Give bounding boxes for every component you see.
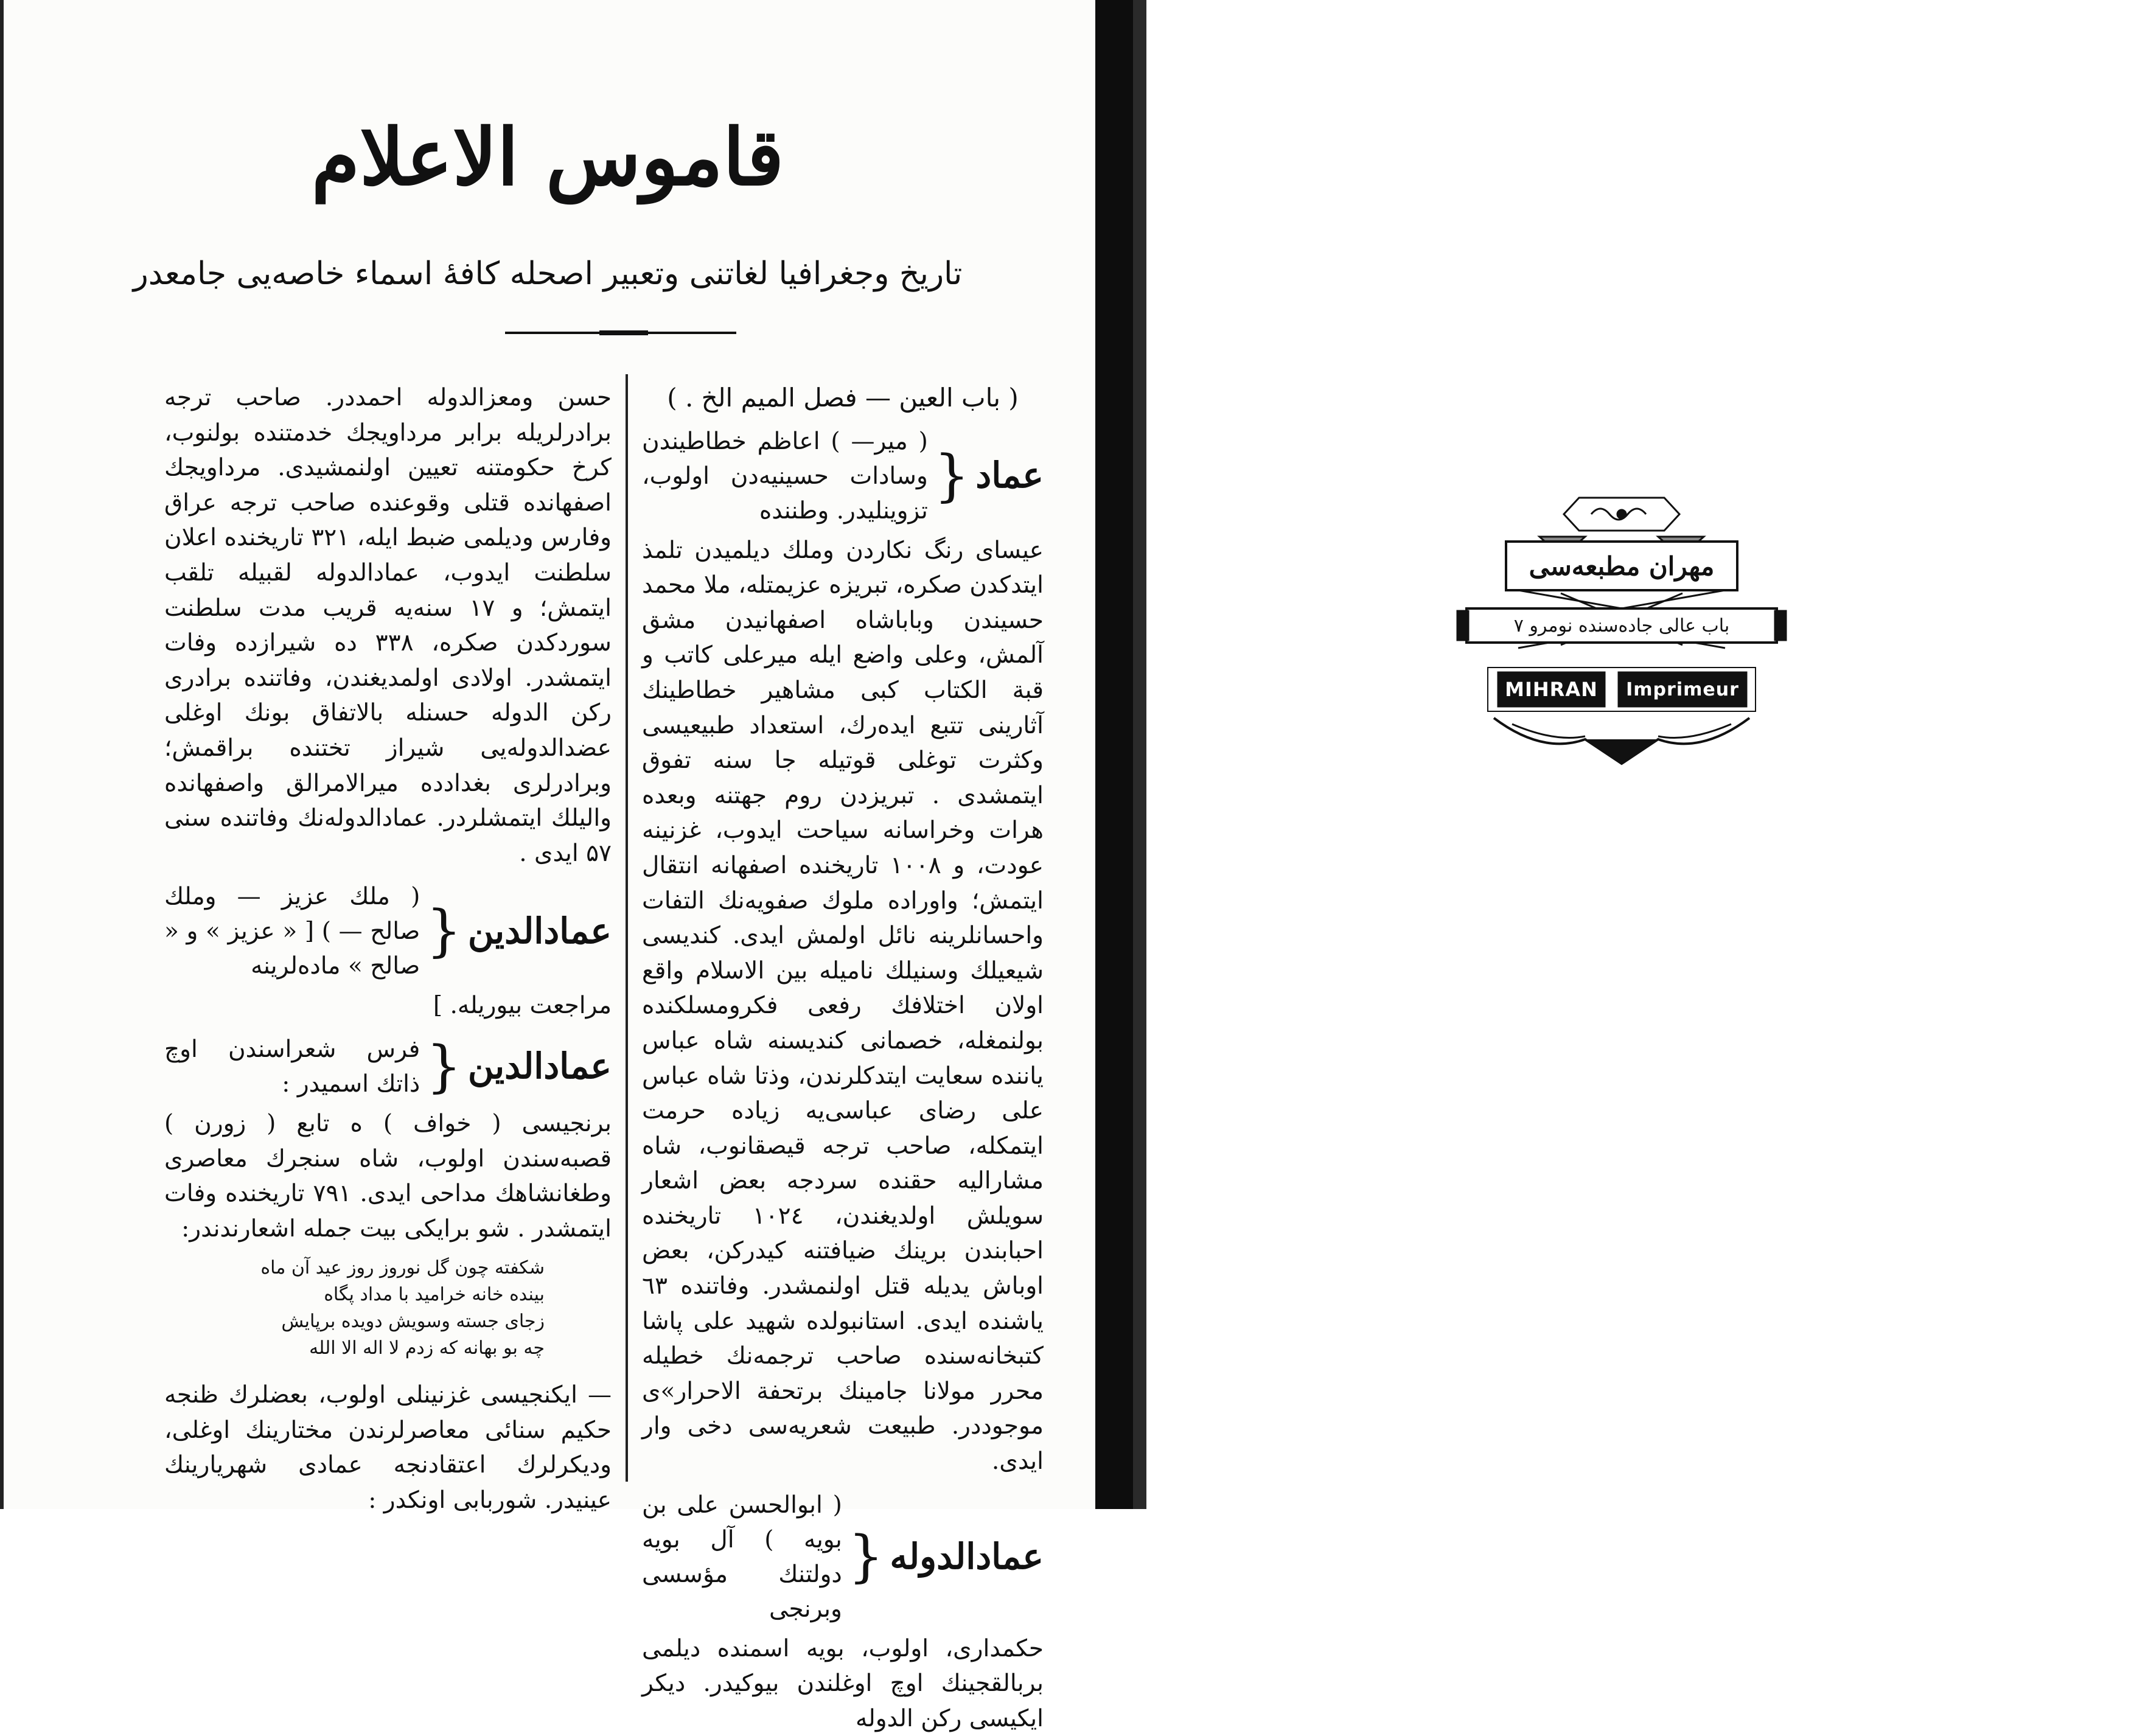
entry-body: برنجیسی ( خواف ) ه تابع ( زورن ) قصبه‌سندن اولوب، شاه سنجرك معاصری وطغانشاهك مداحی ایدی. ۷۹۱ تاریخنده وفات ایتمشدر . شو برایکی بیت جمله اشعارندندر: (164, 1109, 612, 1243)
entry-description: ( میر— ) اعاظم خطاطیندن وسادات حسینیه‌دن اولوب، تزوینلیدر. وطننده (642, 427, 928, 525)
entry-title: عمادالدین (467, 1045, 612, 1087)
entry-description: ( ملك عزیز — وملك صالح — ) [ « عزیز » و « صالح » ماده‌لرینه (164, 883, 420, 980)
binding-shadow-inner (1133, 0, 1146, 1509)
page-left-edge (0, 0, 4, 1509)
entry-header (642, 424, 1044, 528)
printer-label-right: Imprimeur (1626, 678, 1739, 700)
poem-line: شکفته چون گل نوروز روز عید آن ماه (260, 1257, 545, 1279)
entry-body: عیسای رنگ نکاردن وملك دیلمیدن تلمذ ایتدکدن صکره، تبریزه عزیمتله، ملا محمد حسیندن وباباشاه اصفهانیدن مشق آلمش، وعلی واضع ایله میرعلی کاتب و قبة الکتاب کبی مشاهیر خطاطینك آثارینی تتبع ایده‌رك، استعداد طبیعیسی وکثرت توغلی قوتیله جا سنه تفوق ایتمشدی . تبریزدن روم جهتنه وبعده هرات وخراسانه سیاحت ایدوب، غزنینه عودت، و ۱۰۰۸ تاریخنده اصفهانه انتقال ایتمش؛ واوراده ملوك صفویه‌نك التفات واحسانلرینه نائل اولمش ایدی. کندیسی شیعیلك وسنیلك نامیله بین الاسلام واقع اولان اختلافك رفعی فکرومسلکنده بولنمغله، خصمانی کندیسنه شاه عباس یاننده سعایت ایتدکلرندن، وذتا شاه عباس علی رضای عباسی‌یه زیاده حرمت ایتمکله، صاحب ترجه قیصقانوب، شاه مشارالیه حقنده سردجه بعض اشعار سویلش اولدیغندن، ۱۰۲٤ تاریخنده احبابندن برینك ضیافتنه کیدرکن، بعض اوباش یدیله قتل اولنمشدر. وفاتنده ٦۳ یاشنده ایدی. استانبولده شهید علی پاشا کتبخانه‌سنده صاحب ترجمه‌نك خطیله محرر مولانا جامینك برتحفة الاحرار»ی موجوددر. طبیعت شعریه‌سی دخی وار ایدی. (642, 536, 1044, 1476)
page-title: قاموس الاعلام (311, 112, 784, 203)
left-column (164, 380, 612, 1518)
entry-header (164, 1032, 612, 1101)
entry-title: عمادالدین (467, 910, 612, 952)
chapter-heading: ( باب العین — فصل المیم الخ . ) (667, 383, 1019, 413)
brace-icon: { (426, 898, 462, 964)
brace-icon: { (933, 442, 970, 508)
printer-label-left: MIHRAN (1505, 678, 1598, 701)
poem-line: چه بو بهانه که زدم لا اله الا الله (309, 1337, 545, 1359)
entry-body: مراجعت بیوریله. ] (433, 992, 612, 1020)
entry-title: عمادالدوله (890, 1535, 1044, 1577)
entry-description: ( ابوالحسن علی بن بویه ) آل بویه دولتنك مؤسسی وبرنجی (642, 1491, 842, 1623)
poem-block (164, 1255, 612, 1362)
printer-address: باب عالی جاده‌سنده نومرو ۷ (1513, 615, 1730, 636)
right-column (642, 380, 1044, 1736)
title-divider-center (599, 330, 648, 335)
entry-header (642, 1488, 1044, 1626)
column-divider (626, 374, 628, 1482)
brace-icon: { (426, 1033, 462, 1099)
poem-line: بینده خانه خرامید با مداد پگاه (324, 1284, 545, 1306)
entry-description: فرس شعراسندن اوچ ذاتك اسمیدر : (164, 1035, 420, 1098)
entry-body: حکمداری، اولوب، بویه اسمنده دیلمی بربالقجینك اوچ اوغلندن بیوکیدر. دیکر ایکیسی رکن الدوله (642, 1634, 1044, 1732)
printer-name: مهران مطبعه‌سی (1529, 551, 1715, 581)
brace-icon: { (848, 1524, 884, 1589)
binding-shadow (1095, 0, 1138, 1509)
continued-paragraph: حسن ومعزالدوله احمددر. صاحب ترجه برادرلریله برابر مرداویجك خدمتنده بولنوب، کرخ حکومتنه تعیین اولنمشیدی. مرداویجك اصفهانده قتلی وقوعنده صاحب ترجه عراق وفارس ودیلمی ضبط ایله، ۳۲۱ تاریخنده اعلان سلطنت ایدوب، عمادالدوله لقبیله تلقب ایتمش؛ و ۱۷ سنه‌یه قریب مدت سلطنت سوردکدن صکره، ۳۳۸ ده شیرازده وفات ایتمشدر. اولادی اولمدیغندن، وفاتنده برادری رکن الدوله حسنله بالاتفاق بونك اوغلی عضدالدوله‌یی شیراز تختنده براقمش؛ وبرادرلری بغدادده میرالامرالق واصفهانده والیلك ایتمشلردر. عمادالدوله‌نك وفاتنده سنی ۵۷ ایدی . (164, 384, 612, 867)
poem-line: زجای جسته وسویش دویده برپایش (281, 1311, 545, 1333)
entry-header (164, 879, 612, 983)
entry-body: — ایکنجیسی غزنینلی اولوب، بعضلرك ظنجه حکیم سنائی معاصرلرندن مختارینك اوغلی، ودیکرلرك اعتقادنجه عمادی شهریارینك عینیدر. شوربابی اونکدر : (164, 1381, 612, 1515)
page-subtitle: تاریخ وجغرافیا لغاتنی وتعبیر اصحله کافهٔ اسماء خاصه‌یی جامعدر (133, 256, 963, 292)
entry-title: عماد (975, 455, 1044, 497)
